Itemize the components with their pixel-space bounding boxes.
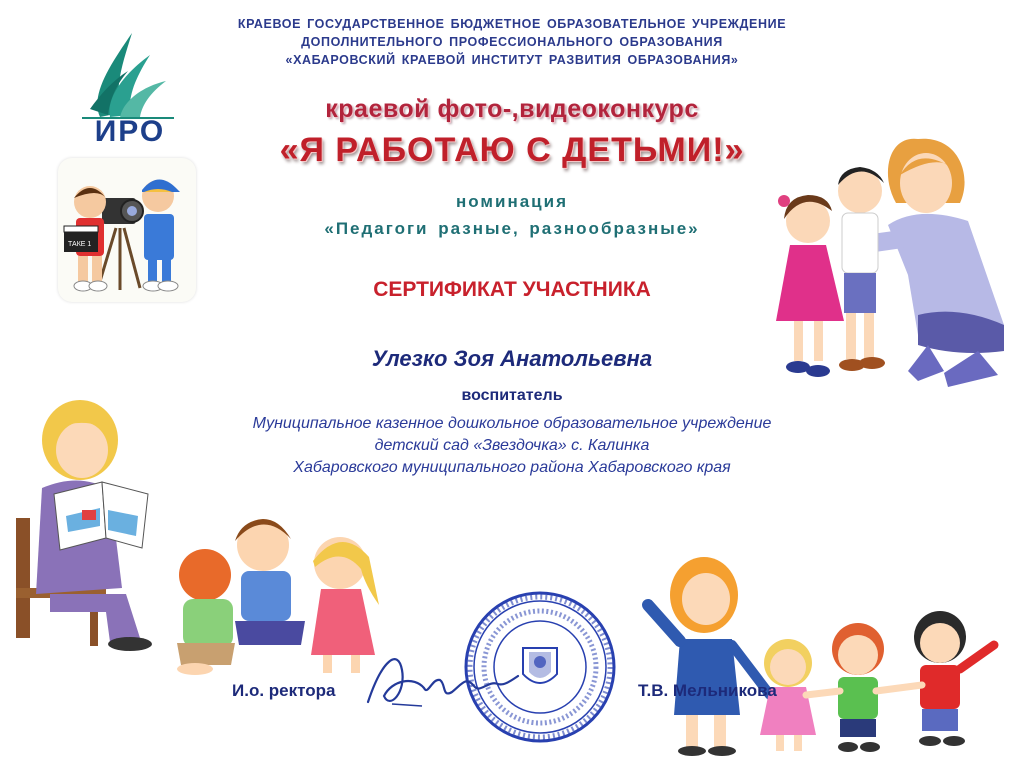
teacher-with-children-illustration	[768, 125, 1018, 400]
logo-text: ИРО	[94, 115, 166, 148]
nomination-name: «Педагоги разные, разнообразные»	[324, 219, 700, 238]
reading-teacher-illustration	[10, 398, 162, 660]
sitting-children-illustration	[165, 505, 390, 680]
organization-line-2: детский сад «Звездочка» с. Калинка	[374, 437, 650, 454]
organization-line-1: Муниципальное казенное дошкольное образовательное учреждение	[252, 415, 772, 432]
institution-line-2: ДОПОЛНИТЕЛЬНОГО ПРОФЕССИОНАЛЬНОГО ОБРАЗОВАНИЯ	[301, 35, 723, 49]
participant-name: Улезко Зоя Анатольевна	[371, 346, 653, 371]
organization-line-3: Хабаровского муниципального района Хабаровского края	[293, 459, 731, 476]
institution-line-3: «ХАБАРОВСКИЙ КРАЕВОЙ ИНСТИТУТ РАЗВИТИЯ ОБРАЗОВАНИЯ»	[285, 53, 739, 67]
signature-name: Т.В. Мельникова	[638, 681, 777, 700]
nomination-label: номинация	[456, 192, 568, 211]
certificate-title: СЕРТИФИКАТ УЧАСТНИКА	[373, 278, 651, 301]
children-holding-hands-illustration	[640, 545, 1020, 760]
contest-title: «Я РАБОТАЮ С ДЕТЬМИ!»	[279, 131, 745, 169]
institution-line-1: КРАЕВОЕ ГОСУДАРСТВЕННОЕ БЮДЖЕТНОЕ ОБРАЗОВАТЕЛЬНОЕ УЧРЕЖДЕНИЕ	[237, 17, 787, 31]
handwritten-signature	[362, 640, 522, 720]
participant-position: воспитатель	[461, 387, 563, 404]
contest-subtitle: краевой фото-,видеоконкурс	[325, 95, 699, 123]
signature-role: И.о. ректора	[232, 681, 336, 700]
clapper-text: ТАКЕ 1	[68, 241, 92, 248]
